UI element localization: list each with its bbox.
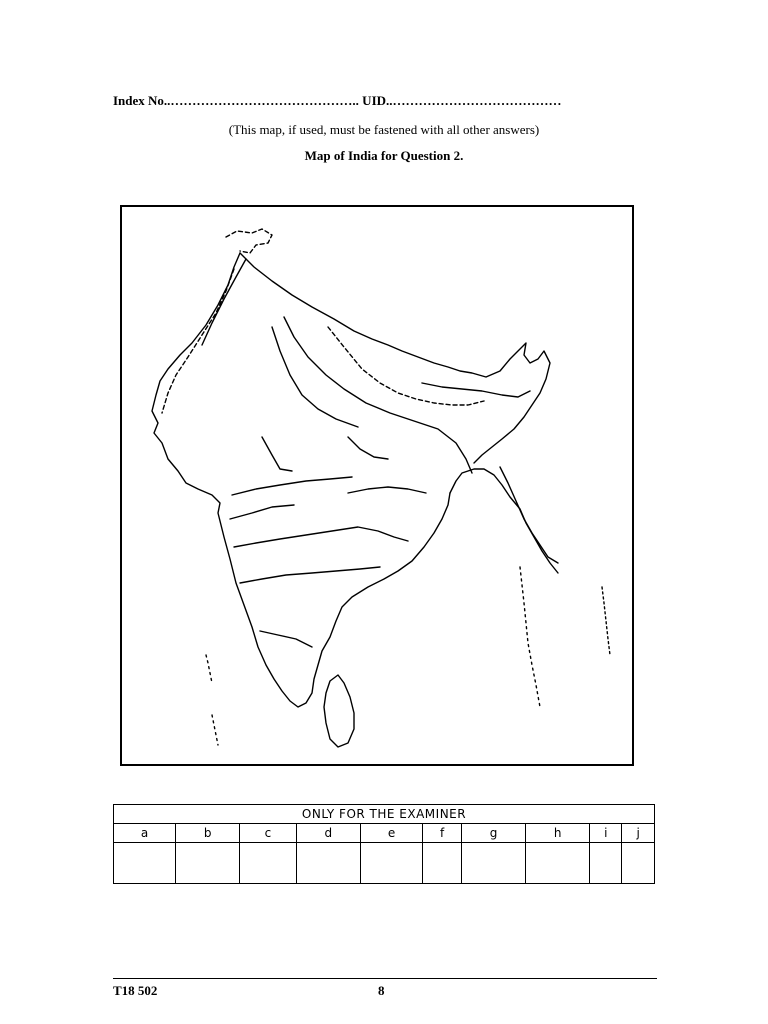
river-brahmaputra bbox=[422, 383, 530, 397]
river-yamuna bbox=[272, 327, 358, 427]
column-label: f bbox=[423, 824, 462, 843]
river-kaveri bbox=[260, 631, 312, 647]
column-label: e bbox=[360, 824, 422, 843]
column-label: j bbox=[622, 824, 655, 843]
column-label: b bbox=[176, 824, 240, 843]
marks-cell bbox=[176, 843, 240, 884]
east-coast bbox=[450, 469, 558, 573]
marks-cell bbox=[296, 843, 360, 884]
marks-cell bbox=[622, 843, 655, 884]
nicobar-islands bbox=[520, 567, 540, 707]
examiner-letter-row bbox=[114, 824, 655, 843]
himalayan-boundary bbox=[240, 253, 550, 463]
sri-lanka bbox=[324, 675, 354, 747]
column-label: a bbox=[114, 824, 176, 843]
column-label: d bbox=[296, 824, 360, 843]
river-krishna bbox=[240, 567, 380, 583]
footer-rule bbox=[113, 978, 657, 979]
column-label: g bbox=[462, 824, 526, 843]
river-narmada bbox=[232, 477, 352, 495]
fastening-note bbox=[0, 122, 768, 138]
outline-map-frame bbox=[120, 205, 634, 766]
marks-cell bbox=[240, 843, 297, 884]
examiner-table bbox=[113, 804, 655, 884]
river-chambal bbox=[262, 437, 292, 471]
mainland-outline bbox=[152, 253, 450, 707]
river-ganga bbox=[284, 317, 472, 473]
examiner-marks-row bbox=[114, 843, 655, 884]
marks-cell bbox=[114, 843, 176, 884]
river-godavari bbox=[234, 527, 408, 547]
river-tapi bbox=[230, 505, 294, 519]
lakshadweep-islands bbox=[206, 655, 218, 745]
column-label: i bbox=[590, 824, 622, 843]
india-outline-map bbox=[122, 207, 632, 764]
examiner-heading: ONLY FOR THE EXAMINER bbox=[114, 805, 655, 824]
andaman-islands bbox=[602, 587, 610, 655]
river-indus bbox=[202, 259, 246, 345]
marks-cell bbox=[360, 843, 422, 884]
river-mahanadi bbox=[348, 487, 426, 493]
paper-code: T18 502 bbox=[113, 983, 158, 998]
marks-cell bbox=[590, 843, 622, 884]
index-uid-line: Index No..…………………………………….. UID..………………………………… bbox=[113, 93, 562, 108]
northern-border bbox=[226, 229, 272, 253]
marks-cell bbox=[526, 843, 590, 884]
column-label: h bbox=[526, 824, 590, 843]
fastening-note-text: (This map, if used, must be fastened with all other answers) bbox=[228, 122, 540, 137]
river-son bbox=[348, 437, 388, 459]
page-number: 8 bbox=[378, 983, 385, 998]
column-label: c bbox=[240, 824, 297, 843]
marks-cell bbox=[423, 843, 462, 884]
marks-cell bbox=[462, 843, 526, 884]
myanmar-coast bbox=[500, 467, 558, 563]
west-border bbox=[162, 269, 234, 413]
map-title: Map of India for Question 2. bbox=[304, 148, 464, 163]
